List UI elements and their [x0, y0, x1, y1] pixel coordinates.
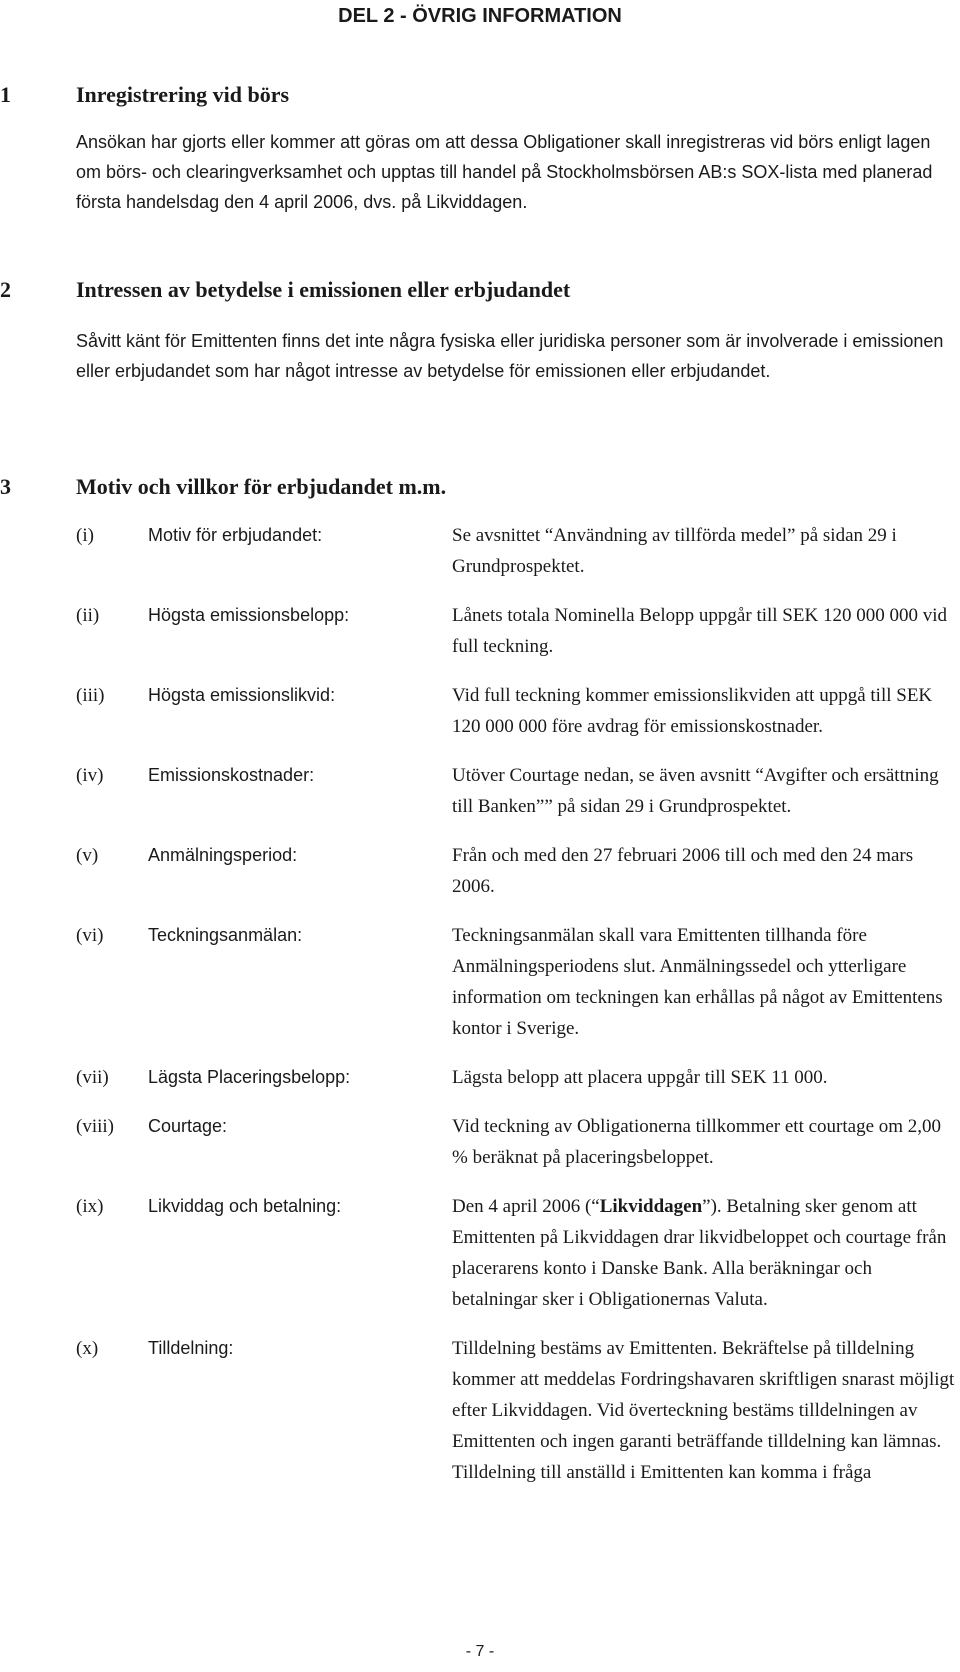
term-row-anmalningsperiod — [76, 840, 956, 902]
section-title: Motiv och villkor för erbjudandet m.m. — [76, 474, 447, 499]
term-value — [452, 1191, 956, 1315]
term-label: Anmälningsperiod: — [148, 845, 298, 865]
term-label: Högsta emissionsbelopp: — [148, 605, 350, 625]
term-row-emissionskostnader — [76, 760, 956, 822]
term-label: Högsta emissionslikvid: — [148, 685, 336, 705]
term-row-lagsta-placeringsbelopp — [76, 1062, 956, 1093]
term-number: (vii) — [76, 1067, 109, 1088]
term-row-motiv — [76, 520, 956, 582]
term-number: (v) — [76, 845, 99, 866]
section-body-1: Ansökan har gjorts eller kommer att göras om att dessa Obligationer skall inregistreras vid börs enligt lagen om börs- och clearingverksamhet och upptas till handel på Stockholmsbörsen AB:s SOX-lista med planerad första handelsdag den 4 april 2006, dvs. på Likviddagen. — [76, 132, 933, 212]
term-label: Motiv för erbjudandet: — [148, 525, 323, 545]
section-number: 2 — [0, 277, 11, 302]
term-label: Courtage: — [148, 1116, 228, 1136]
term-value: Vid full teckning kommer emissionslikviden att uppgå till SEK 120 000 000 före avdrag för emissionskostnader. — [452, 685, 933, 737]
term-row-courtage — [76, 1111, 956, 1173]
term-value: Lånets totala Nominella Belopp uppgår till SEK 120 000 000 vid full teckning. — [452, 605, 947, 657]
term-row-hogsta-emissionsbelopp — [76, 600, 956, 662]
section-title: Intressen av betydelse i emissionen eller erbjudandet — [76, 277, 571, 302]
term-row-tilldelning — [76, 1333, 956, 1488]
term-value: Se avsnittet “Användning av tillförda medel” på sidan 29 i Grundprospektet. — [452, 525, 897, 577]
section-number: 1 — [0, 82, 11, 107]
term-row-hogsta-emissionslikvid — [76, 680, 956, 742]
term-value-bold: Likviddagen — [599, 1196, 703, 1217]
term-value: Vid teckning av Obligationerna tillkommer ett courtage om 2,00 % beräknat på placeringsbeloppet. — [452, 1116, 942, 1168]
term-row-likviddag — [76, 1191, 956, 1315]
term-number: (viii) — [76, 1116, 114, 1137]
term-row-teckningsanmalan — [76, 920, 956, 1044]
term-value: Teckningsanmälan skall vara Emittenten tillhanda före Anmälningsperiodens slut. Anmälningssedel och ytterligare information om teckningen kan erhållas på något av Emittentens kontor i Sverige. — [452, 925, 943, 1039]
term-value: Utöver Courtage nedan, se även avsnitt “Avgifter och ersättning till Banken”” på sidan 29 i Grundprospektet. — [452, 765, 939, 817]
term-value-pre: Den 4 april 2006 (“ — [452, 1196, 600, 1217]
term-value: Tilldelning bestäms av Emittenten. Bekräftelse på tilldelning kommer att meddelas Fordringshavaren skriftligen snarast möjligt efter Likviddagen. Vid överteckning bestäms tilldelningen av Emittenten och ingen garanti beträffande tilldelning kan lämnas. Tilldelning till anställd i Emittenten kan komma i fråga — [452, 1338, 955, 1483]
term-number: (ix) — [76, 1196, 104, 1217]
section-body-2: Såvitt känt för Emittenten finns det inte några fysiska eller juridiska personer som är involverade i emissionen eller erbjudandet som har något intresse av betydelse för emissionen eller erbjudandet. — [76, 331, 944, 381]
term-label: Likviddag och betalning: — [148, 1196, 342, 1216]
term-value-post: ”). Betalning sker genom att Emittenten på Likviddagen drar likvidbeloppet och courtage från placerarens konto i Danske Bank. Alla beräkningar och betalningar sker i Obligationernas Valuta. — [452, 1196, 947, 1310]
term-number: (x) — [76, 1338, 99, 1359]
term-number: (i) — [76, 525, 94, 546]
term-label: Lägsta Placeringsbelopp: — [148, 1067, 351, 1087]
term-number: (iv) — [76, 765, 104, 786]
term-label: Teckningsanmälan: — [148, 925, 303, 945]
section-number: 3 — [0, 474, 11, 499]
term-number: (iii) — [76, 685, 105, 706]
term-value: Lägsta belopp att placera uppgår till SEK 11 000. — [452, 1067, 828, 1088]
term-label: Emissionskostnader: — [148, 765, 315, 785]
term-number: (ii) — [76, 605, 100, 626]
term-number: (vi) — [76, 925, 104, 946]
section-title: Inregistrering vid börs — [76, 82, 290, 107]
term-label: Tilldelning: — [148, 1338, 234, 1358]
term-value: Från och med den 27 februari 2006 till och med den 24 mars 2006. — [452, 845, 914, 897]
terms-list — [76, 520, 956, 1506]
page-number: - 7 - — [465, 1643, 495, 1660]
part-title: DEL 2 - ÖVRIG INFORMATION — [338, 5, 622, 27]
